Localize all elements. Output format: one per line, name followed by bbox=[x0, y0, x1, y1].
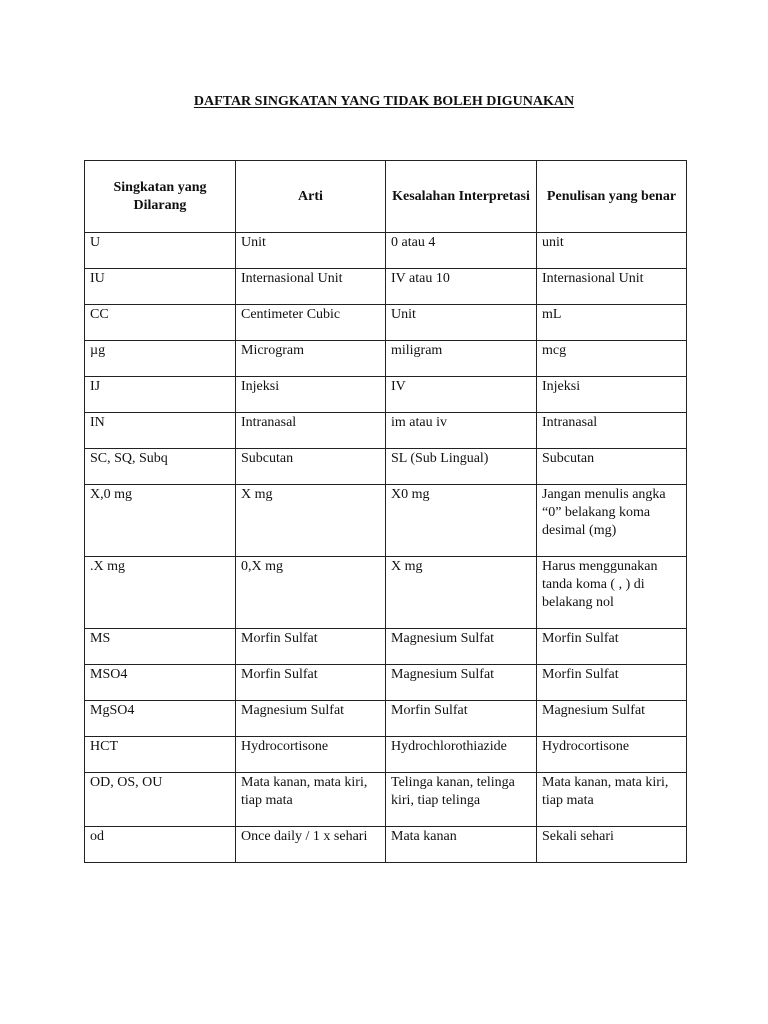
cell-correct-writing: mcg bbox=[537, 341, 687, 377]
header-abbreviation: Singkatan yang Dilarang bbox=[85, 161, 236, 233]
cell-misinterpretation: Mata kanan bbox=[386, 827, 537, 863]
cell-abbreviation: X,0 mg bbox=[85, 485, 236, 557]
cell-meaning: Once daily / 1 x sehari bbox=[236, 827, 386, 863]
table-row bbox=[85, 449, 687, 485]
cell-abbreviation: µg bbox=[85, 341, 236, 377]
table-row bbox=[85, 341, 687, 377]
cell-abbreviation: MgSO4 bbox=[85, 701, 236, 737]
cell-correct-writing: Harus menggunakan tanda koma ( , ) di belakang nol bbox=[537, 557, 687, 629]
cell-misinterpretation: Hydrochlorothiazide bbox=[386, 737, 537, 773]
header-row bbox=[85, 161, 687, 233]
cell-meaning: Mata kanan, mata kiri, tiap mata bbox=[236, 773, 386, 827]
cell-misinterpretation: Magnesium Sulfat bbox=[386, 665, 537, 701]
cell-meaning: Centimeter Cubic bbox=[236, 305, 386, 341]
table-row bbox=[85, 377, 687, 413]
table-row bbox=[85, 305, 687, 341]
cell-misinterpretation: Magnesium Sulfat bbox=[386, 629, 537, 665]
table-row bbox=[85, 557, 687, 629]
cell-misinterpretation: SL (Sub Lingual) bbox=[386, 449, 537, 485]
abbreviation-table bbox=[84, 160, 687, 863]
table-row bbox=[85, 629, 687, 665]
cell-misinterpretation: Unit bbox=[386, 305, 537, 341]
cell-abbreviation: U bbox=[85, 233, 236, 269]
table-row bbox=[85, 269, 687, 305]
cell-correct-writing: Morfin Sulfat bbox=[537, 629, 687, 665]
cell-abbreviation: OD, OS, OU bbox=[85, 773, 236, 827]
cell-correct-writing: unit bbox=[537, 233, 687, 269]
table-row bbox=[85, 665, 687, 701]
cell-correct-writing: Hydrocortisone bbox=[537, 737, 687, 773]
cell-misinterpretation: IV atau 10 bbox=[386, 269, 537, 305]
cell-misinterpretation: X0 mg bbox=[386, 485, 537, 557]
header-correct-writing: Penulisan yang benar bbox=[537, 161, 687, 233]
cell-abbreviation: HCT bbox=[85, 737, 236, 773]
cell-meaning: Microgram bbox=[236, 341, 386, 377]
cell-correct-writing: mL bbox=[537, 305, 687, 341]
document-title-text: DAFTAR SINGKATAN YANG TIDAK BOLEH DIGUNAKAN bbox=[193, 94, 575, 109]
cell-misinterpretation: IV bbox=[386, 377, 537, 413]
cell-correct-writing: Jangan menulis angka “0” belakang koma desimal (mg) bbox=[537, 485, 687, 557]
cell-misinterpretation: im atau iv bbox=[386, 413, 537, 449]
table-row bbox=[85, 773, 687, 827]
table-header bbox=[85, 161, 687, 233]
cell-misinterpretation: 0 atau 4 bbox=[386, 233, 537, 269]
cell-abbreviation: IJ bbox=[85, 377, 236, 413]
cell-correct-writing: Magnesium Sulfat bbox=[537, 701, 687, 737]
cell-meaning: Hydrocortisone bbox=[236, 737, 386, 773]
cell-meaning: Morfin Sulfat bbox=[236, 665, 386, 701]
cell-abbreviation: IN bbox=[85, 413, 236, 449]
cell-correct-writing: Morfin Sulfat bbox=[537, 665, 687, 701]
cell-abbreviation: CC bbox=[85, 305, 236, 341]
cell-meaning: Unit bbox=[236, 233, 386, 269]
cell-correct-writing: Intranasal bbox=[537, 413, 687, 449]
table-row bbox=[85, 737, 687, 773]
cell-meaning: Internasional Unit bbox=[236, 269, 386, 305]
cell-meaning: Morfin Sulfat bbox=[236, 629, 386, 665]
cell-meaning: Injeksi bbox=[236, 377, 386, 413]
table-row bbox=[85, 485, 687, 557]
cell-abbreviation: MSO4 bbox=[85, 665, 236, 701]
cell-abbreviation: SC, SQ, Subq bbox=[85, 449, 236, 485]
cell-misinterpretation: Telinga kanan, telinga kiri, tiap telinga bbox=[386, 773, 537, 827]
cell-correct-writing: Sekali sehari bbox=[537, 827, 687, 863]
cell-misinterpretation: miligram bbox=[386, 341, 537, 377]
cell-meaning: 0,X mg bbox=[236, 557, 386, 629]
cell-abbreviation: MS bbox=[85, 629, 236, 665]
cell-correct-writing: Subcutan bbox=[537, 449, 687, 485]
cell-meaning: Subcutan bbox=[236, 449, 386, 485]
cell-misinterpretation: Morfin Sulfat bbox=[386, 701, 537, 737]
cell-abbreviation: .X mg bbox=[85, 557, 236, 629]
cell-misinterpretation: X mg bbox=[386, 557, 537, 629]
table-row bbox=[85, 827, 687, 863]
cell-abbreviation: IU bbox=[85, 269, 236, 305]
cell-meaning: Magnesium Sulfat bbox=[236, 701, 386, 737]
table-row bbox=[85, 701, 687, 737]
cell-correct-writing: Mata kanan, mata kiri, tiap mata bbox=[537, 773, 687, 827]
header-misinterpretation: Kesalahan Interpretasi bbox=[386, 161, 537, 233]
cell-correct-writing: Internasional Unit bbox=[537, 269, 687, 305]
cell-correct-writing: Injeksi bbox=[537, 377, 687, 413]
cell-meaning: Intranasal bbox=[236, 413, 386, 449]
table-row bbox=[85, 413, 687, 449]
document-title bbox=[0, 93, 768, 111]
cell-meaning: X mg bbox=[236, 485, 386, 557]
table-row bbox=[85, 233, 687, 269]
header-meaning: Arti bbox=[236, 161, 386, 233]
cell-abbreviation: od bbox=[85, 827, 236, 863]
table-body bbox=[85, 233, 687, 863]
